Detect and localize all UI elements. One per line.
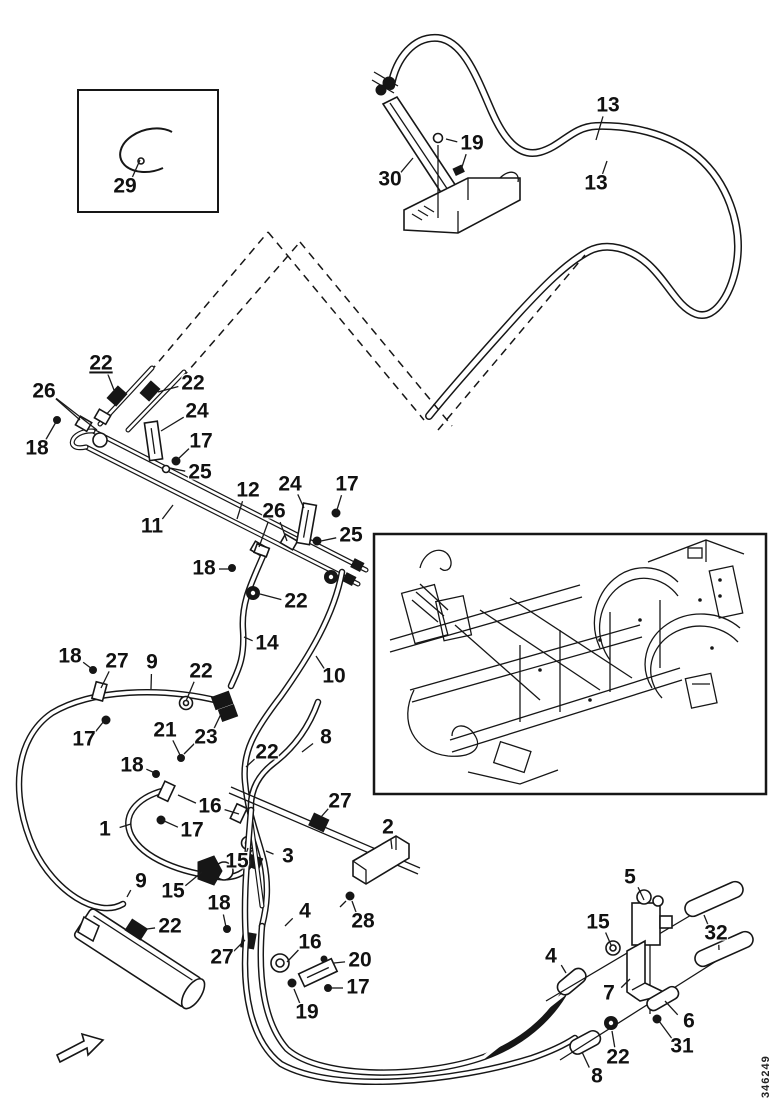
callout-32: 32 [704,921,728,945]
callout-24: 24 [185,399,209,423]
leader-line [461,154,466,170]
callout-22: 22 [255,740,279,764]
callout-26: 26 [262,499,286,523]
leader-line [101,671,109,688]
callout-22: 22 [284,589,308,613]
leader-line [285,918,293,926]
leader-line [260,594,281,600]
leader-line [665,1001,678,1015]
leader-line [287,950,298,962]
callout-27: 27 [328,789,352,813]
leader-line [280,522,287,541]
callout-20: 20 [348,948,372,972]
leader-line [83,662,92,669]
leader-line [147,928,155,929]
leader-line [185,872,202,886]
leader-line [178,795,196,803]
leader-line [321,538,336,541]
callout-16: 16 [198,794,222,818]
callout-10: 10 [322,664,346,688]
callout-18: 18 [58,644,82,668]
callout-15: 15 [225,849,249,873]
callout-27: 27 [105,649,129,673]
callout-27: 27 [210,945,234,969]
callout-22: 22 [89,351,113,375]
leader-line [237,501,243,519]
callout-9: 9 [146,650,158,674]
leader-line [621,979,630,988]
callout-22: 22 [606,1045,630,1069]
callout-2: 2 [382,815,394,839]
callout-4: 4 [545,944,557,968]
callout-8: 8 [591,1064,603,1088]
callout-11: 11 [140,514,164,538]
leader-line [246,759,255,767]
callout-15: 15 [586,910,610,934]
leader-line [158,386,178,392]
callout-19: 19 [460,131,484,155]
leader-line [170,468,185,471]
leader-line [225,810,239,814]
leader-line [56,399,80,420]
callout-17: 17 [180,818,204,842]
leader-line [391,839,392,849]
callout-29: 29 [113,174,137,198]
callout-22: 22 [181,371,205,395]
callout-3: 3 [282,844,294,868]
callout-4: 4 [299,899,311,923]
callout-17: 17 [189,429,213,453]
callout-19: 19 [295,1000,319,1024]
callout-21: 21 [153,718,177,742]
leader-line [336,495,342,513]
callout-8: 8 [320,725,332,749]
callout-30: 30 [378,167,402,191]
callout-17: 17 [72,727,96,751]
leader-line [120,824,131,828]
callout-18: 18 [120,753,144,777]
callout-28: 28 [351,909,375,933]
leader-line [334,962,345,963]
leader-line [223,915,226,927]
callout-13: 13 [584,171,608,195]
callout-17: 17 [335,472,359,496]
leader-line [321,809,328,817]
callout-18: 18 [207,891,231,915]
leader-line [606,932,611,945]
leader-line [244,637,253,641]
leader-line [108,374,114,390]
callout-1: 1 [99,817,111,841]
callout-14: 14 [255,631,279,655]
leader-line [561,965,566,973]
figure-code: 346249 [760,1055,772,1098]
leader-line [173,740,181,757]
leader-line [446,139,457,142]
leader-line [146,769,155,773]
callout-15: 15 [161,879,185,903]
callout-31: 31 [670,1034,694,1058]
leader-line [234,940,245,951]
leader-line [162,820,178,827]
leader-line [302,744,313,752]
callout-23: 23 [194,725,218,749]
callout-25: 25 [188,460,212,484]
callout-16: 16 [298,930,322,954]
leader-line [259,522,268,547]
leader-line [56,398,97,430]
leader-line [177,449,189,460]
callout-25: 25 [339,523,363,547]
callout-24: 24 [278,472,302,496]
callout-12: 12 [236,478,260,502]
leader-line [161,417,184,431]
leader-line [298,494,304,508]
leader-line [266,851,274,854]
callout-13: 13 [596,93,620,117]
callout-17: 17 [346,975,370,999]
leader-line [596,116,603,140]
leader-line [401,158,413,172]
callout-26: 26 [32,379,56,403]
leader-line [127,890,131,897]
callout-18: 18 [192,556,216,580]
callout-22: 22 [158,914,182,938]
leader-line [186,682,194,701]
leader-line [582,1052,589,1068]
callout-7: 7 [603,981,615,1005]
callout-22: 22 [189,659,213,683]
leader-line [162,505,173,519]
leader-line [95,721,104,732]
callout-5: 5 [624,865,636,889]
callout-9: 9 [135,869,147,893]
leader-line [638,887,644,900]
callout-18: 18 [25,436,49,460]
callout-6: 6 [683,1009,695,1033]
